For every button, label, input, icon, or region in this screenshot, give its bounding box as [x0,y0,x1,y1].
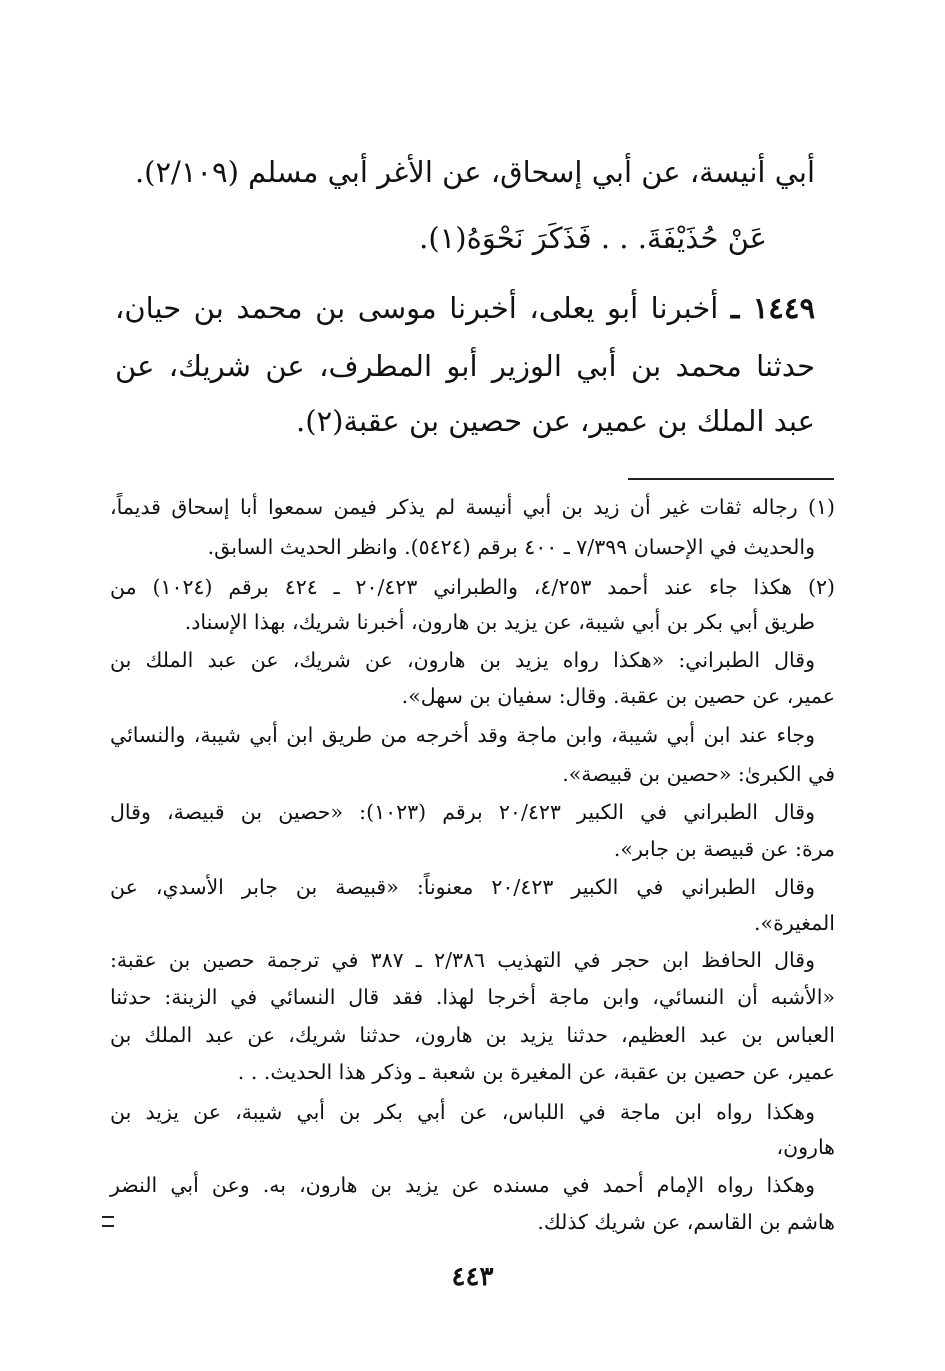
main-text-segment: أخبرنا أبو يعلى، أخبرنا موسى بن محمد بن حيان، [115,291,719,325]
footnote-line: وهكذا رواه الإمام أحمد في مسنده عن يزيد بن هارون، به. وعن أبي النضر [110,1173,815,1197]
hadith-number: ١٤٤٩ ـ [730,291,816,325]
footnote-line: مرة: عن قبيصة بن جابر». [613,837,835,861]
footnote-line: وجاء عند ابن أبي شيبة، وابن ماجة وقد أخرجه من طريق ابن أبي شيبة، والنسائي [110,723,815,747]
footnote-line: وقال الطبراني في الكبير ٢٠/٤٢٣ معنوناً: «قبيصة بن جابر الأسدي، عن [110,875,815,899]
main-text-line: أبي أنيسة، عن أبي إسحاق، عن الأغر أبي مسلم (٢/١٠٩). [134,155,815,189]
footnote-line: العباس بن عبد العظيم، حدثنا يزيد بن هارون، حدثنا شريك، عن عبد الملك بن [110,1023,835,1047]
footnote-line: (١) رجاله ثقات غير أن زيد بن أبي أنيسة لم يذكر فيمن سمعوا أبا إسحاق قديماً، [110,495,835,519]
footnote-line: عمير، عن حصين بن عقبة، عن المغيرة بن شعبة ـ وذكر هذا الحديث. . . [237,1060,835,1084]
hadith-line [115,288,815,328]
main-text-line: حدثنا محمد بن أبي الوزير أبو المطرف، عن شريك، عن [115,349,815,383]
footnote-line: وهكذا رواه ابن ماجة في اللباس، عن أبي بكر بن أبي شيبة، عن يزيد بن [110,1100,815,1124]
footnote-line: وقال الطبراني في الكبير ٢٠/٤٢٣ برقم (١٠٢٣): «حصين بن قبيصة، وقال [110,800,815,824]
continuation-mark [102,1216,114,1227]
footnote-line: هاشم بن القاسم، عن شريك كذلك. [537,1210,835,1234]
footnote-line: والحديث في الإحسان ٧/٣٩٩ ـ ٤٠٠ برقم (٥٤٢٤). وانظر الحديث السابق. [207,535,815,559]
main-text-line: عبد الملك بن عمير، عن حصين بن عقبة(٢). [296,404,815,438]
footnote-line: المغيرة». [754,911,835,935]
footnote-divider [628,478,834,480]
footnote-line: هارون، [776,1135,835,1159]
footnote-line: «الأشبه أن النسائي، وابن ماجة أخرجا لهذا. فقد قال النسائي في الزينة: حدثنا [110,985,835,1009]
footnote-line: (٢) هكذا جاء عند أحمد ٤/٢٥٣، والطبراني ٢٠/٤٢٣ ـ ٤٢٤ برقم (١٠٢٤) من [110,575,835,599]
footnote-line: في الكبرىٰ: «حصين بن قبيصة». [562,762,835,786]
footnote-line: عمير، عن حصين بن عقبة. وقال: سفيان بن سهل». [401,684,835,708]
main-text-line: عَنْ حُذَيْفَةَ. . . فَذَكَرَ نَحْوَهُ(١). [419,221,767,255]
footnote-line: وقال الطبراني: «هكذا رواه يزيد بن هارون، عن شريك، عن عبد الملك بن [110,648,815,672]
footnote-line: وقال الحافظ ابن حجر في التهذيب ٢/٣٨٦ ـ ٣٨٧ في ترجمة حصين بن عقبة: [110,948,815,972]
footnote-line: طريق أبي بكر بن أبي شيبة، عن يزيد بن هارون، أخبرنا شريك، بهذا الإسناد. [184,610,815,634]
page-number: ٤٤٣ [451,1262,494,1292]
